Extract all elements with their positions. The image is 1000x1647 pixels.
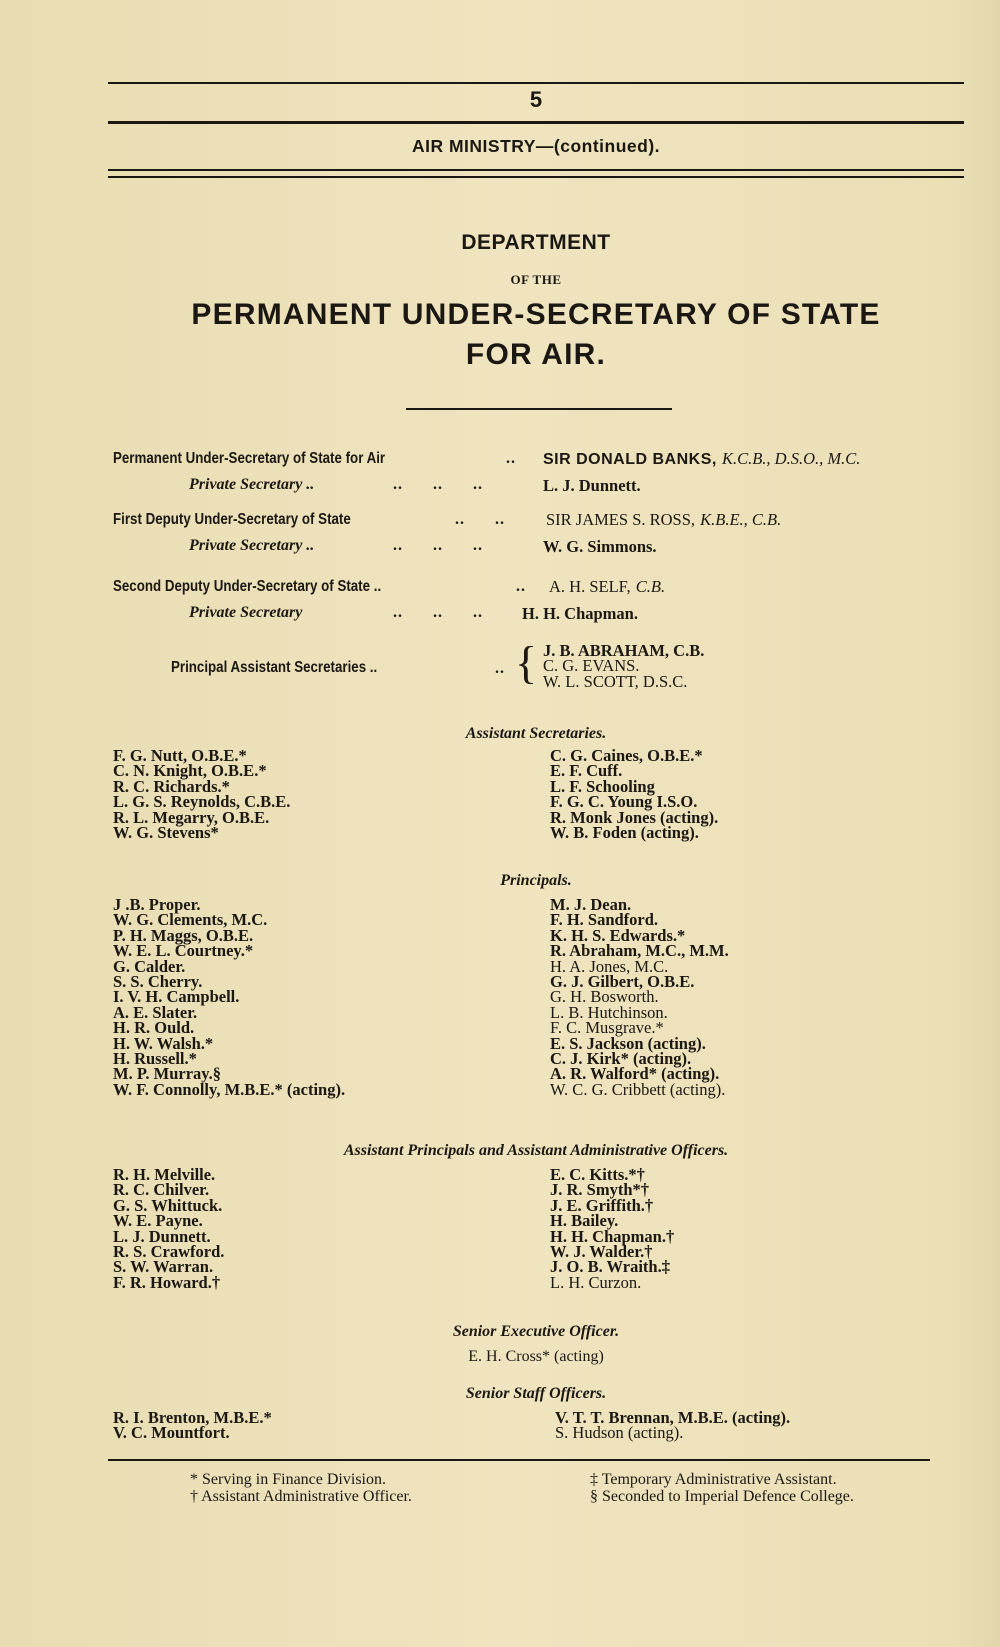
assistant-secretaries-left [113, 746, 291, 843]
list-item: G. S. Whittuck. [113, 1195, 223, 1215]
list-item: R. S. Crawford. [113, 1242, 225, 1262]
top-rule [108, 82, 964, 84]
assistant-principals-right [550, 1167, 674, 1290]
holder-name: SIR JAMES S. ROSS, [546, 510, 696, 529]
list-item: L. G. S. Reynolds, C.B.E. [113, 792, 291, 812]
running-title: AIR MINISTRY—(continued). [411, 136, 661, 156]
list-item: M. P. Murray.§ [113, 1064, 221, 1084]
list-item: L. H. Curzon. [550, 1272, 642, 1292]
list-item: L. J. Dunnett. [113, 1226, 211, 1246]
footnote: * Serving in Finance Division. [190, 1471, 386, 1488]
list-item: R. I. Brenton, M.B.E.* [113, 1408, 272, 1427]
list-item: G. H. Bosworth. [550, 987, 659, 1007]
principals-left [113, 897, 345, 1097]
list-item: L. B. Hutchinson. [550, 1002, 668, 1022]
list-item: W. E. L. Courtney.* [113, 941, 254, 961]
rule-below-page-number [108, 121, 964, 124]
title-department: DEPARTMENT [461, 231, 611, 254]
list-item: F. G. C. Young I.S.O. [550, 792, 698, 812]
list-item: G. Calder. [113, 956, 186, 976]
holder-name: SIR DONALD BANKS, [543, 451, 717, 468]
list-item: M. J. Dean. [550, 895, 632, 914]
senior-staff-officers-left [113, 1410, 272, 1441]
office-title: Private Secretary .. [189, 476, 315, 493]
title-of-the: OF THE [510, 272, 562, 287]
list-item: H. Bailey. [550, 1211, 619, 1231]
title-main: PERMANENT UNDER-SECRETARY OF STATE [191, 298, 881, 331]
list-item: W. E. Payne. [113, 1211, 203, 1231]
leader-dots: .. [506, 450, 516, 467]
list-item: P. H. Maggs, O.B.E. [113, 925, 254, 945]
holder-honours: C.B. [635, 577, 666, 596]
list-item: E. F. Cuff. [550, 761, 623, 781]
leader-dots: .. [495, 660, 505, 677]
list-item: H. A. Jones, M.C. [550, 956, 669, 976]
list-item: H. W. Walsh.* [113, 1033, 214, 1053]
list-item: C. G. Caines, O.B.E.* [550, 746, 703, 765]
list-item: I. V. H. Campbell. [113, 987, 240, 1007]
footnote: § Seconded to Imperial Defence College. [590, 1488, 854, 1505]
office-title: Principal Assistant Secretaries .. [171, 659, 378, 676]
footnote: ‡ Temporary Administrative Assistant. [590, 1471, 837, 1488]
assistant-secretaries-right [550, 746, 719, 843]
office-holder: H. H. Chapman. [522, 604, 638, 623]
double-rule-top [108, 169, 964, 171]
leader-dots: .. [516, 578, 526, 595]
list-item: F. H. Sandford. [550, 910, 659, 930]
footnote: † Assistant Administrative Officer. [190, 1488, 412, 1505]
list-item: R. H. Melville. [113, 1165, 216, 1184]
list-item: J .B. Proper. [113, 895, 201, 914]
page-number: 5 [529, 87, 543, 112]
list-item: R. Abraham, M.C., M.M. [550, 941, 729, 961]
list-item: A. R. Walford* (acting). [550, 1064, 720, 1084]
list-item: S. W. Warran. [113, 1257, 214, 1277]
office-title: Permanent Under-Secretary of State for Air [113, 450, 386, 467]
section-heading-assistant-secretaries: Assistant Secretaries. [465, 725, 607, 742]
list-item: F. R. Howard.† [113, 1272, 221, 1292]
section-heading-assistant-principals: Assistant Principals and Assistant Administrative Officers. [343, 1142, 729, 1159]
holder-name: A. H. SELF, [549, 577, 631, 596]
office-holder: L. J. Dunnett. [543, 476, 641, 495]
footnotes-right [590, 1471, 854, 1505]
office-holder [546, 510, 781, 530]
list-item: W. G. Clements, M.C. [113, 910, 268, 930]
double-rule-bottom [108, 176, 964, 178]
office-title: Private Secretary .. [189, 537, 315, 554]
office-title: Private Secretary [189, 604, 303, 621]
list-item: R. Monk Jones (acting). [550, 807, 719, 827]
list-item: W. F. Connolly, M.B.E.* (acting). [113, 1079, 346, 1099]
title-divider [406, 408, 672, 410]
office-holder [543, 449, 860, 469]
list-item: G. J. Gilbert, O.B.E. [550, 972, 695, 992]
list-item: S. Hudson (acting). [555, 1423, 684, 1443]
list-item: R. L. Megarry, O.B.E. [113, 807, 270, 827]
list-item: H. Russell.* [113, 1049, 197, 1069]
section-heading-senior-staff-officers: Senior Staff Officers. [465, 1385, 607, 1402]
list-item: F. G. Nutt, O.B.E.* [113, 746, 247, 765]
list-item: F. C. Musgrave.* [550, 1018, 664, 1038]
footnotes-left [190, 1471, 412, 1505]
holder: C. G. EVANS. [543, 656, 640, 676]
list-item: L. F. Schooling [550, 776, 655, 796]
list-item: E. S. Jackson (acting). [550, 1033, 706, 1053]
office-holders [543, 643, 704, 689]
list-item: J. R. Smyth*† [550, 1180, 650, 1200]
holder: W. L. SCOTT, D.S.C. [543, 671, 688, 691]
list-item: R. C. Chilver. [113, 1180, 210, 1200]
footnote-rule [108, 1459, 930, 1461]
list-item: J. O. B. Wraith.‡ [550, 1257, 670, 1277]
list-item: V. T. T. Brennan, M.B.E. (acting). [555, 1408, 791, 1427]
principals-right [550, 897, 729, 1097]
holder-honours: K.C.B., D.S.O., M.C. [721, 449, 861, 468]
office-holder [549, 577, 665, 597]
brace-icon: { [515, 637, 538, 688]
office-title: Second Deputy Under-Secretary of State .. [113, 578, 382, 595]
list-item: H. R. Ould. [113, 1018, 195, 1038]
list-item: C. J. Kirk* (acting). [550, 1049, 692, 1069]
list-item: V. C. Mountfort. [113, 1423, 230, 1443]
holder: J. B. ABRAHAM, C.B. [543, 641, 705, 660]
office-holder: W. G. Simmons. [543, 537, 657, 556]
list-item: R. C. Richards.* [113, 776, 230, 796]
list-item: E. C. Kitts.*† [550, 1165, 645, 1184]
list-item: J. E. Griffith.† [550, 1195, 654, 1215]
title-for-air: FOR AIR. [465, 338, 607, 371]
list-item: W. C. G. Cribbett (acting). [550, 1079, 726, 1099]
senior-staff-officers-right [555, 1410, 790, 1441]
list-item: C. N. Knight, O.B.E.* [113, 761, 267, 781]
list-item: E. H. Cross* (acting) [468, 1348, 604, 1365]
list-item: H. H. Chapman.† [550, 1226, 675, 1246]
list-item: W. G. Stevens* [113, 823, 219, 843]
section-heading-principals: Principals. [500, 872, 572, 889]
leader-dots: .. .. .. [393, 537, 483, 554]
leader-dots: .. .. [455, 511, 505, 528]
list-item: W. J. Walder.† [550, 1242, 653, 1262]
assistant-principals-left [113, 1167, 224, 1290]
holder-honours: K.B.E., C.B. [700, 510, 782, 529]
list-item: K. H. S. Edwards.* [550, 925, 686, 945]
list-item: S. S. Cherry. [113, 972, 203, 992]
leader-dots: .. .. .. [393, 604, 483, 621]
leader-dots: .. .. .. [393, 476, 483, 493]
office-title: First Deputy Under-Secretary of State [113, 511, 351, 528]
section-heading-senior-executive-officer: Senior Executive Officer. [452, 1323, 620, 1340]
list-item: W. B. Foden (acting). [550, 823, 699, 843]
list-item: A. E. Slater. [113, 1002, 198, 1022]
